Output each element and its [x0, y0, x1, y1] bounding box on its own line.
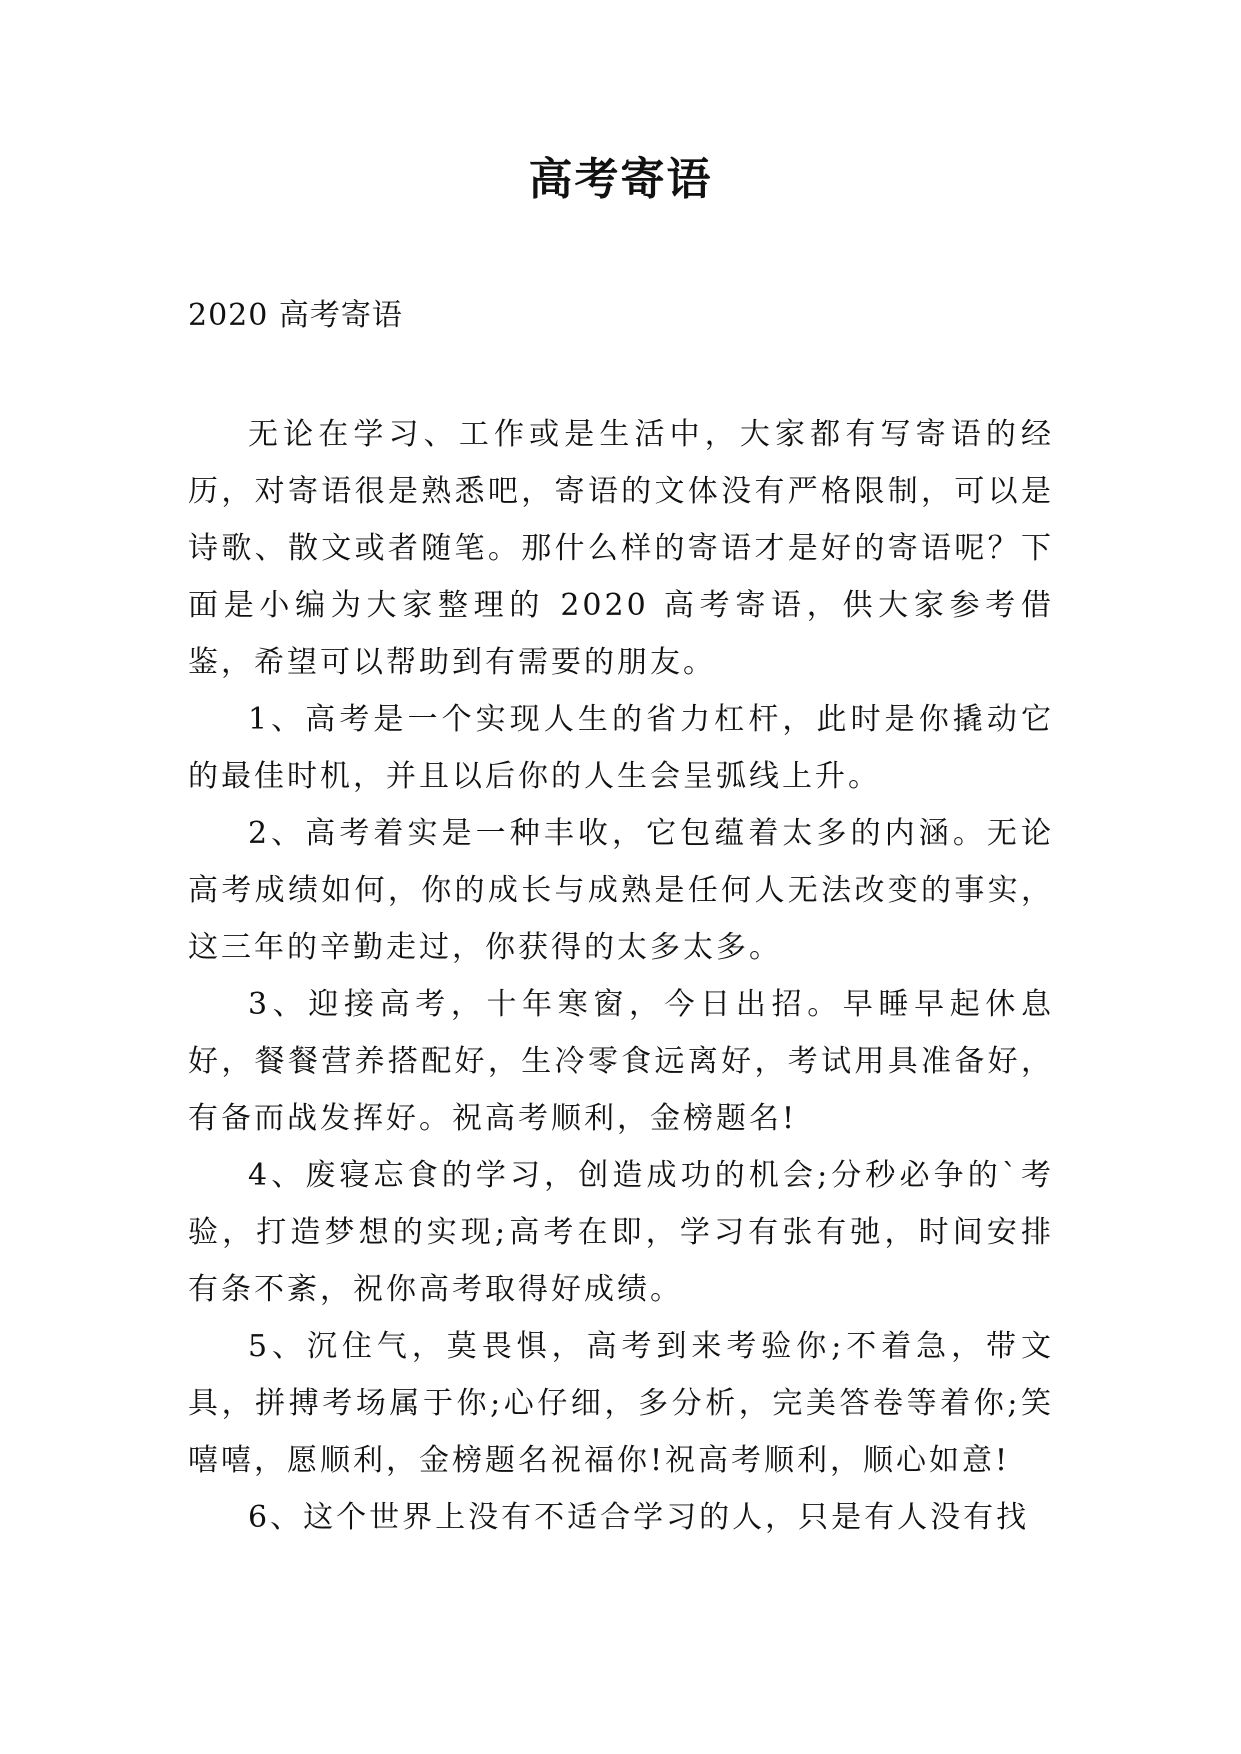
paragraph-item-3: 3、迎接高考，十年寒窗，今日出招。早睡早起休息好，餐餐营养搭配好，生冷零食远离好，考试用具准备好，有备而战发挥好。祝高考顺利，金榜题名! — [188, 987, 1054, 1136]
page-title: 高考寄语 — [528, 154, 713, 205]
document-body — [188, 406, 1054, 1546]
paragraph-item-4: 4、废寝忘食的学习，创造成功的机会;分秒必争的`考验，打造梦想的实现;高考在即，学习有张有弛，时间安排有条不紊，祝你高考取得好成绩。 — [188, 1158, 1054, 1307]
paragraph-item-2: 2、高考着实是一种丰收，它包蕴着太多的内涵。无论高考成绩如何，你的成长与成熟是任何人无法改变的事实，这三年的辛勤走过，你获得的太多太多。 — [188, 816, 1054, 965]
paragraph-item-6: 6、这个世界上没有不适合学习的人，只是有人没有找 — [248, 1500, 1030, 1535]
paragraph-intro: 无论在学习、工作或是生活中，大家都有写寄语的经历，对寄语很是熟悉吧，寄语的文体没有严格限制，可以是诗歌、散文或者随笔。那什么样的寄语才是好的寄语呢？下面是小编为大家整理的 2020 高考寄语，供大家参考借鉴，希望可以帮助到有需要的朋友。 — [188, 417, 1054, 680]
document-subtitle: 2020 高考寄语 — [188, 298, 403, 333]
paragraph-item-5: 5、沉住气，莫畏惧，高考到来考验你;不着急，带文具，拼搏考场属于你;心仔细，多分析，完美答卷等着你;笑嘻嘻，愿顺利，金榜题名祝福你!祝高考顺利，顺心如意! — [188, 1329, 1054, 1478]
paragraph-item-1: 1、高考是一个实现人生的省力杠杆，此时是你撬动它的最佳时机，并且以后你的人生会呈弧线上升。 — [188, 702, 1054, 794]
